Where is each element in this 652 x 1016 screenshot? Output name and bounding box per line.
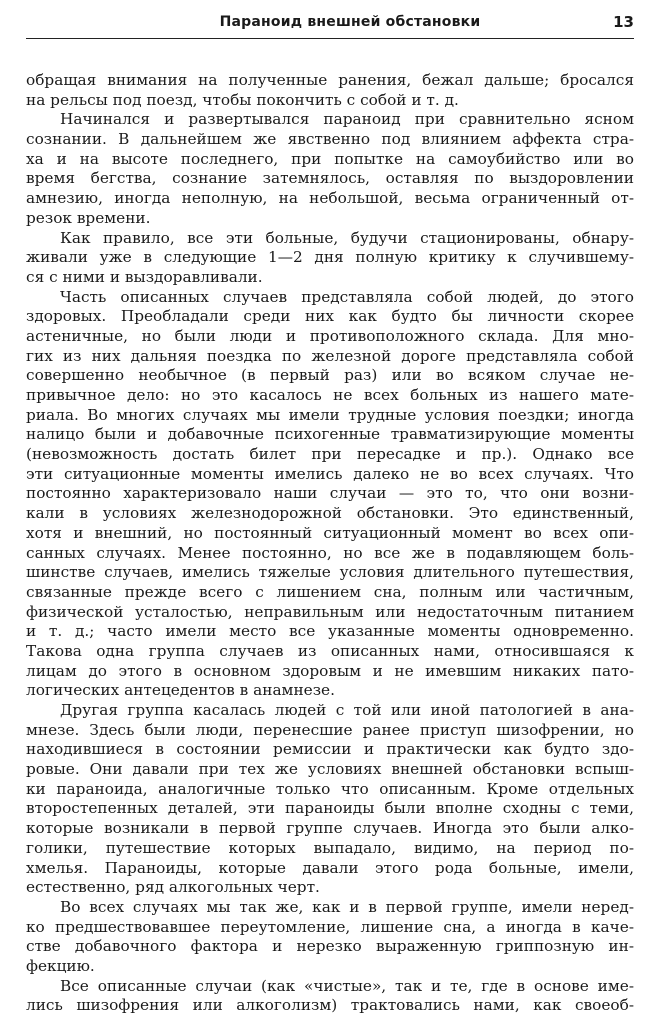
text-line: хмелья. Параноиды, которые давали этого рода больные, имели, [26,858,634,877]
text-line: Часть описанных случаев представляла собой людей, до этого [60,287,634,306]
paragraph [26,71,634,110]
text-line: гих из них дальняя поездка по железной дороге представляла собой [26,346,634,365]
text-line: Другая группа касалась людей с той или иной патологией в ана- [60,701,634,719]
text-line: санных случаях. Менее постоянно, но все же в подавляющем боль- [26,543,634,562]
text-line: мнезе. Здесь были люди, перенесшие ранее приступ шизофрении, но [26,720,634,739]
text-line: время бегства, сознание затемнялось, оставляя по выздоровлении [26,169,634,188]
text-line: ровые. Они давали при тех же условиях внешней обстановки вспыш- [26,760,634,779]
paragraph [26,701,634,898]
text-line: совершенно необычное (в первый раз) или во всяком случае не- [26,366,634,385]
text-line: Как правило, все эти больные, будучи стационированы, обнару- [60,228,634,247]
text-line: амнезию, иногда неполную, на небольшой, весьма ограниченный от- [26,189,634,208]
text-line: связанные прежде всего с лишением сна, полным или частичным, [26,582,634,601]
paragraph [26,288,634,701]
text-line: ки параноида, аналогичные только что описанным. Кроме отдельных [26,779,634,798]
text-line: риала. Во многих случаях мы имели трудные условия поездки; иногда [26,405,634,424]
text-line: астеничные, но были люди и противоположного склада. Для мно- [26,326,634,345]
text-line: эти ситуационные моменты имелись далеко не во всех случаях. Что [26,464,634,483]
paragraph [26,229,634,288]
text-line: ко предшествовавшее переутомление, лишение сна, а иногда в каче- [26,917,634,936]
text-line: здоровых. Преобладали среди них как будто бы личности скорее [26,307,634,326]
text-line: (невозможность достать билет при пересадке и пр.). Однако все [26,445,634,464]
paragraph [26,898,634,977]
text-line: находившиеся в состоянии ремиссии и практически как будто здо- [26,740,634,759]
text-line: стве добавочного фактора и нерезко выраженную гриппозную ин- [26,937,634,956]
text-line: логических антецедентов в анамнезе. [26,681,335,700]
text-line: Начинался и развертывался параноид при сравнительно ясном [60,110,634,129]
text-line: Все описанные случаи (как «чистые», так и те, где в основе име- [60,976,634,995]
paragraph [26,977,634,1016]
running-title: Параноид внешней обстановки [219,14,481,30]
text-line: шинстве случаев, имелись тяжелые условия длительного путешествия, [26,563,634,582]
text-line: обращая внимания на полученные ранения, бежал дальше; бросался [26,71,634,89]
text-line: резок времени. [26,208,151,227]
text-line: физической усталостью, неправильным или недостаточным питанием [26,602,634,621]
text-line: налицо были и добавочные психогенные травматизирующие моменты [26,425,634,444]
text-line: привычное дело: но это касалось не всех больных из нашего мате- [26,386,634,404]
text-line: которые возникали в первой группе случаев. Иногда это были алко- [26,819,634,838]
text-line: живали уже в следующие 1—2 дня полную критику к случившему- [26,248,634,267]
text-line: кали в условиях железнодорожной обстановки. Это единственный, [26,504,634,523]
text-line: Такова одна группа случаев из описанных нами, относившаяся к [26,641,634,660]
text-line: лись шизофрения или алкоголизм) трактовались нами, как своеоб- [26,996,634,1015]
page-number: 13 [613,13,634,31]
text-line: ха и на высоте последнего, при попытке на самоубийство или во [26,149,634,168]
text-line: постоянно характеризовало наши случаи — это то, что они возни- [26,484,634,503]
text-line: сознании. В дальнейшем же явственно под влиянием аффекта стра- [26,130,634,149]
book-page [26,8,634,1015]
text-line: естественно, ряд алкогольных черт. [26,878,320,897]
body-text [26,71,634,1016]
text-line: и т. д.; часто имели место все указанные моменты одновременно. [26,622,634,641]
text-line: второстепенных деталей, эти параноиды были вполне сходны с теми, [26,799,634,818]
running-header [26,8,634,39]
text-line: голики, путешествие которых выпадало, видимо, на период по- [26,838,634,857]
text-line: фекцию. [26,956,95,975]
text-line: Во всех случаях мы так же, как и в первой группе, имели неред- [60,897,634,916]
text-line: лицам до этого в основном здоровым и не имевшим никаких пато- [26,661,634,680]
text-line: на рельсы под поезд, чтобы покончить с собой и т. д. [26,90,459,109]
text-line: хотя и внешний, но постоянный ситуационный момент во всех опи- [26,523,634,542]
paragraph [26,110,634,228]
text-line: ся с ними и выздоравливали. [26,267,263,286]
